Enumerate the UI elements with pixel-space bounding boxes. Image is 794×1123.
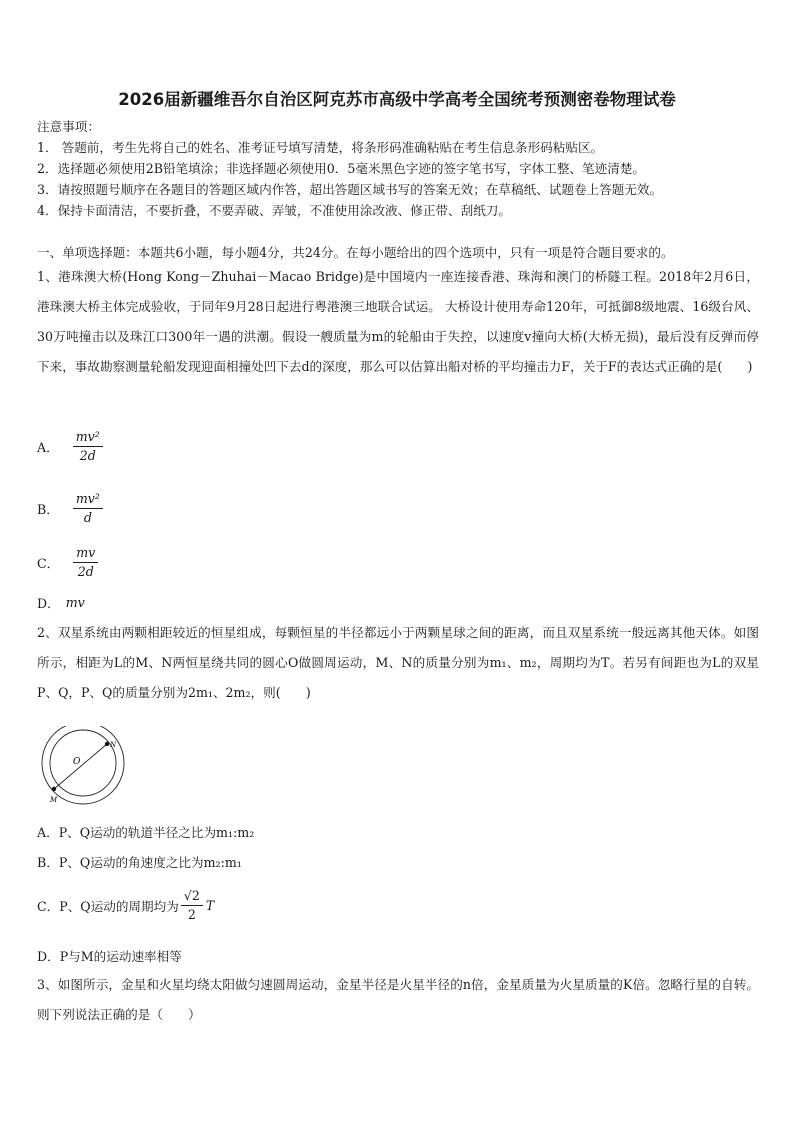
notice-heading: 注意事项： [37, 119, 100, 134]
numerator: mv² [73, 430, 103, 447]
fraction [73, 430, 103, 463]
q1-option-a [37, 430, 103, 463]
star-n [105, 742, 109, 746]
denominator: 2d [77, 564, 94, 579]
option-text: P、Q运动的周期均为 [59, 899, 179, 914]
option-label: D． [37, 949, 60, 964]
q1-option-d [37, 593, 85, 612]
option-text: P、Q运动的角速度之比为m₂:m₁ [58, 855, 242, 870]
notice-item-1: 1． 答题前，考生先将自己的姓名、准考证号填写清楚，将条形码准确粘贴在考生信息条形码粘贴区。 [37, 140, 604, 155]
denominator: d [83, 510, 92, 525]
option-text: P、Q运动的轨道半径之比为m₁:m₂ [58, 825, 255, 840]
option-suffix: T [205, 898, 215, 913]
q2-option-a [37, 822, 254, 841]
notice-item-4: 4．保持卡面清洁，不要折叠，不要弄破、弄皱，不准使用涂改液、修正带、刮纸刀。 [37, 203, 511, 218]
option-label: A． [37, 825, 59, 840]
section-heading: 一、单项选择题：本题共6小题，每小题4分，共24分。在每小题给出的四个选项中，只有一项是符合题目要求的。 [37, 245, 674, 260]
denominator: 2 [187, 907, 196, 922]
option-label: A． [37, 440, 59, 455]
question-1-stem: 1、港珠澳大桥(Hong Kong－Zhuhai－Macao Bridge)是中国境内一座连接香港、珠海和澳门的桥隧工程。2018年2月6日，港珠澳大桥主体完成验收，于同年9月28日起进行粤港澳三地联合试运。 大桥设计使用寿命120年，可抵御8级地震、16级台风、30万吨撞击以及珠江口300年一遇的洪潮。假设一艘质量为m的轮船由于失控，以速度v撞向大桥(大桥无损)，最后没有反弹而停下来，事故勘察测量轮船发现迎面相撞处凹下去d的深度，那么可以估算出船对桥的平均撞击力F，关于F的表达式正确的是( ) [37, 269, 759, 374]
star-n-label: N [110, 741, 117, 749]
q2-option-c [37, 889, 214, 922]
connecting-line [54, 744, 107, 789]
option-text: P与M的运动速率相等 [59, 949, 182, 964]
numerator: mv² [73, 492, 103, 509]
star-m-label: M [50, 796, 58, 804]
question-3-stem: 3、如图所示，金星和火星均绕太阳做匀速圆周运动，金星半径是火星半径的n倍，金星质量为火星质量的K倍。忽略行星的自转。则下列说法正确的是（ ） [37, 977, 759, 1022]
numerator: √2 [181, 889, 203, 906]
option-label: C． [37, 899, 60, 914]
fraction [181, 889, 203, 922]
q2-option-b [37, 852, 242, 871]
q2-option-d [37, 946, 182, 965]
notice-item-3: 3．请按照题号顺序在各题目的答题区域内作答，超出答题区域书写的答案无效；在草稿纸、试题卷上答题无效。 [37, 182, 663, 197]
binary-star-diagram [40, 726, 126, 806]
q1-option-c [37, 546, 98, 579]
option-text: mv [65, 595, 85, 610]
outer-orbit [42, 726, 124, 804]
exam-title: 2026届新疆维吾尔自治区阿克苏市高级中学高考全国统考预测密卷物理试卷 [118, 90, 676, 109]
question-2-stem: 2、双星系统由两颗相距较近的恒星组成，每颗恒星的半径都远小于两颗星球之间的距离，而且双星系统一般远离其他天体。如图所示，相距为L的M、N两恒星绕共同的圆心O做圆周运动，M、N的质量分别为m₁、m₂，周期均为T。若另有间距也为L的双星P、Q，P、Q的质量分别为2m₁、2m₂，则( ) [37, 625, 759, 700]
star-m [52, 787, 56, 791]
q1-option-b [37, 492, 103, 525]
notice-item-2: 2．选择题必须使用2B铅笔填涂；非选择题必须使用0．5毫米黑色字迹的签字笔书写，字体工整、笔迹清楚。 [37, 161, 646, 176]
fraction [73, 546, 98, 579]
fraction [73, 492, 103, 525]
center-label: O [73, 757, 81, 767]
denominator: 2d [79, 448, 96, 463]
option-label: B． [37, 855, 59, 870]
inner-orbit [50, 730, 116, 796]
option-label: B． [37, 502, 59, 517]
option-label: C． [37, 556, 60, 571]
option-label: D． [37, 596, 60, 611]
numerator: mv [73, 546, 98, 563]
